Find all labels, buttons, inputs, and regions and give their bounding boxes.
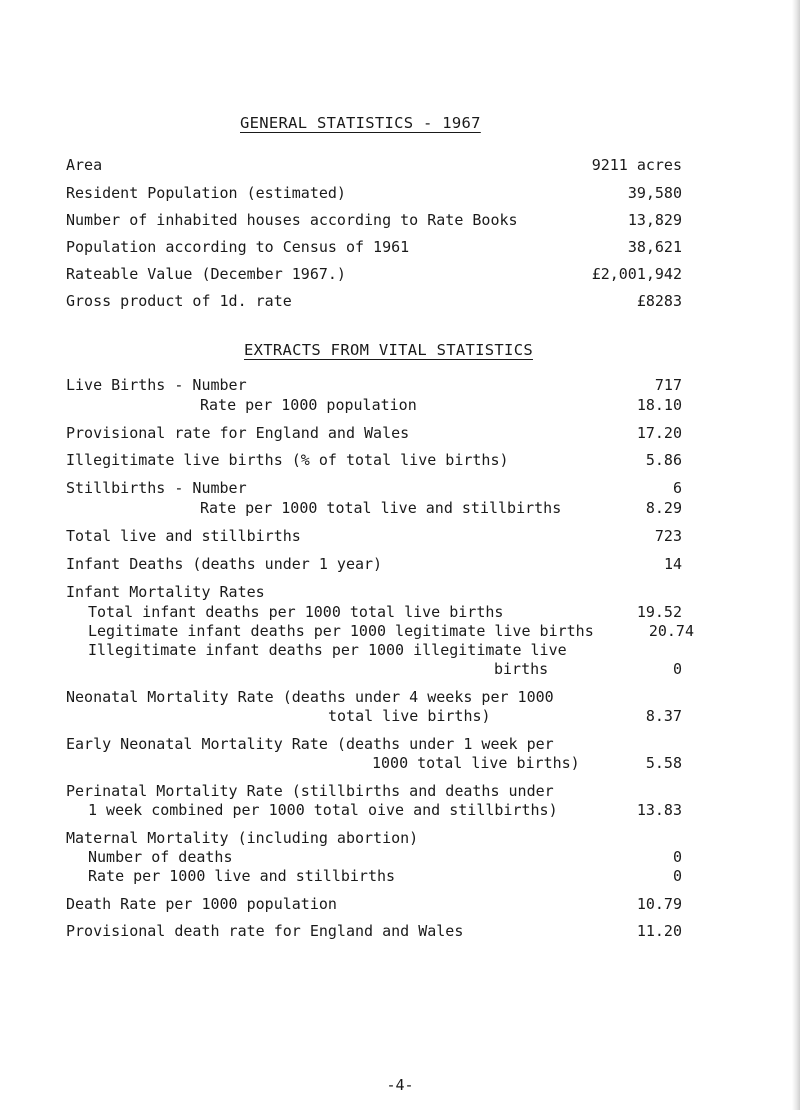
live-births-value: 717	[654, 376, 682, 394]
total-births-label: Total live and stillbirths	[66, 527, 301, 545]
stillbirths-label: Stillbirths - Number	[66, 479, 247, 497]
provisional-death-rate-value: 11.20	[636, 922, 682, 940]
provisional-death-rate-label: Provisional death rate for England and Wales	[66, 922, 464, 940]
early-neonatal-value: 5.58	[645, 754, 682, 772]
death-rate-value: 10.79	[636, 895, 682, 913]
neonatal-value: 8.37	[645, 707, 682, 725]
maternal-number-value: 0	[672, 848, 682, 866]
live-births-rate-label: Rate per 1000 population	[200, 396, 417, 414]
perinatal-value: 13.83	[636, 801, 682, 819]
row-label: Gross product of 1d. rate	[66, 292, 292, 310]
row-value: 13,829	[627, 211, 682, 229]
imr-total-value: 19.52	[636, 603, 682, 621]
neonatal-label: Neonatal Mortality Rate (deaths under 4 weeks per 1000	[66, 688, 554, 706]
row-value: 9211 acres	[591, 156, 682, 174]
provisional-rate-label: Provisional rate for England and Wales	[66, 424, 410, 442]
early-neonatal-label: Early Neonatal Mortality Rate (deaths under 1 week per	[66, 735, 554, 753]
general-statistics-title: GENERAL STATISTICS - 1967	[240, 114, 481, 132]
maternal-rate-label: Rate per 1000 live and stillbirths	[88, 867, 396, 885]
stillbirths-value: 6	[672, 479, 682, 497]
perinatal-label-cont: 1 week combined per 1000 total oive and stillbirths)	[88, 801, 558, 819]
row-label: Area	[66, 156, 103, 174]
page-number: -4-	[386, 1076, 414, 1094]
imr-legit-label: Legitimate infant deaths per 1000 legitimate live births	[88, 622, 594, 640]
row-label: Resident Population (estimated)	[66, 184, 346, 202]
maternal-mortality-heading-label: Maternal Mortality (including abortion)	[66, 829, 419, 847]
perinatal-label: Perinatal Mortality Rate (stillbirths and deaths under	[66, 782, 554, 800]
vital-statistics-title: EXTRACTS FROM VITAL STATISTICS	[244, 341, 533, 359]
live-births-label: Live Births - Number	[66, 376, 247, 394]
death-rate-label: Death Rate per 1000 population	[66, 895, 337, 913]
imr-illegit-label-cont: births	[494, 660, 549, 678]
row-value: 38,621	[627, 238, 682, 256]
row-label: Population according to Census of 1961	[66, 238, 410, 256]
early-neonatal-label-cont: 1000 total live births)	[372, 754, 580, 772]
maternal-number-label: Number of deaths	[88, 848, 233, 866]
neonatal-label-cont: total live births)	[328, 707, 491, 725]
imr-legit-value: 20.74	[648, 622, 694, 640]
total-births-value: 723	[654, 527, 682, 545]
row-label: Number of inhabited houses according to Rate Books	[66, 211, 518, 229]
infant-deaths-value: 14	[663, 555, 682, 573]
row-value: 39,580	[627, 184, 682, 202]
imr-illegit-value: 0	[672, 660, 682, 678]
infant-mortality-heading-label: Infant Mortality Rates	[66, 583, 265, 601]
infant-deaths-label: Infant Deaths (deaths under 1 year)	[66, 555, 383, 573]
row-value: £2,001,942	[591, 265, 682, 283]
maternal-rate-value: 0	[672, 867, 682, 885]
row-value: £8283	[636, 292, 682, 310]
illegitimate-value: 5.86	[645, 451, 682, 469]
imr-illegit-label: Illegitimate infant deaths per 1000 illegitimate live	[88, 641, 567, 659]
row-label: Rateable Value (December 1967.)	[66, 265, 346, 283]
illegitimate-label: Illegitimate live births (% of total live births)	[66, 451, 509, 469]
page-edge-shadow	[792, 0, 800, 1110]
imr-total-label: Total infant deaths per 1000 total live births	[88, 603, 504, 621]
stillbirths-rate-value: 8.29	[645, 499, 682, 517]
stillbirths-rate-label: Rate per 1000 total live and stillbirths	[200, 499, 562, 517]
provisional-rate-value: 17.20	[636, 424, 682, 442]
live-births-rate-value: 18.10	[636, 396, 682, 414]
